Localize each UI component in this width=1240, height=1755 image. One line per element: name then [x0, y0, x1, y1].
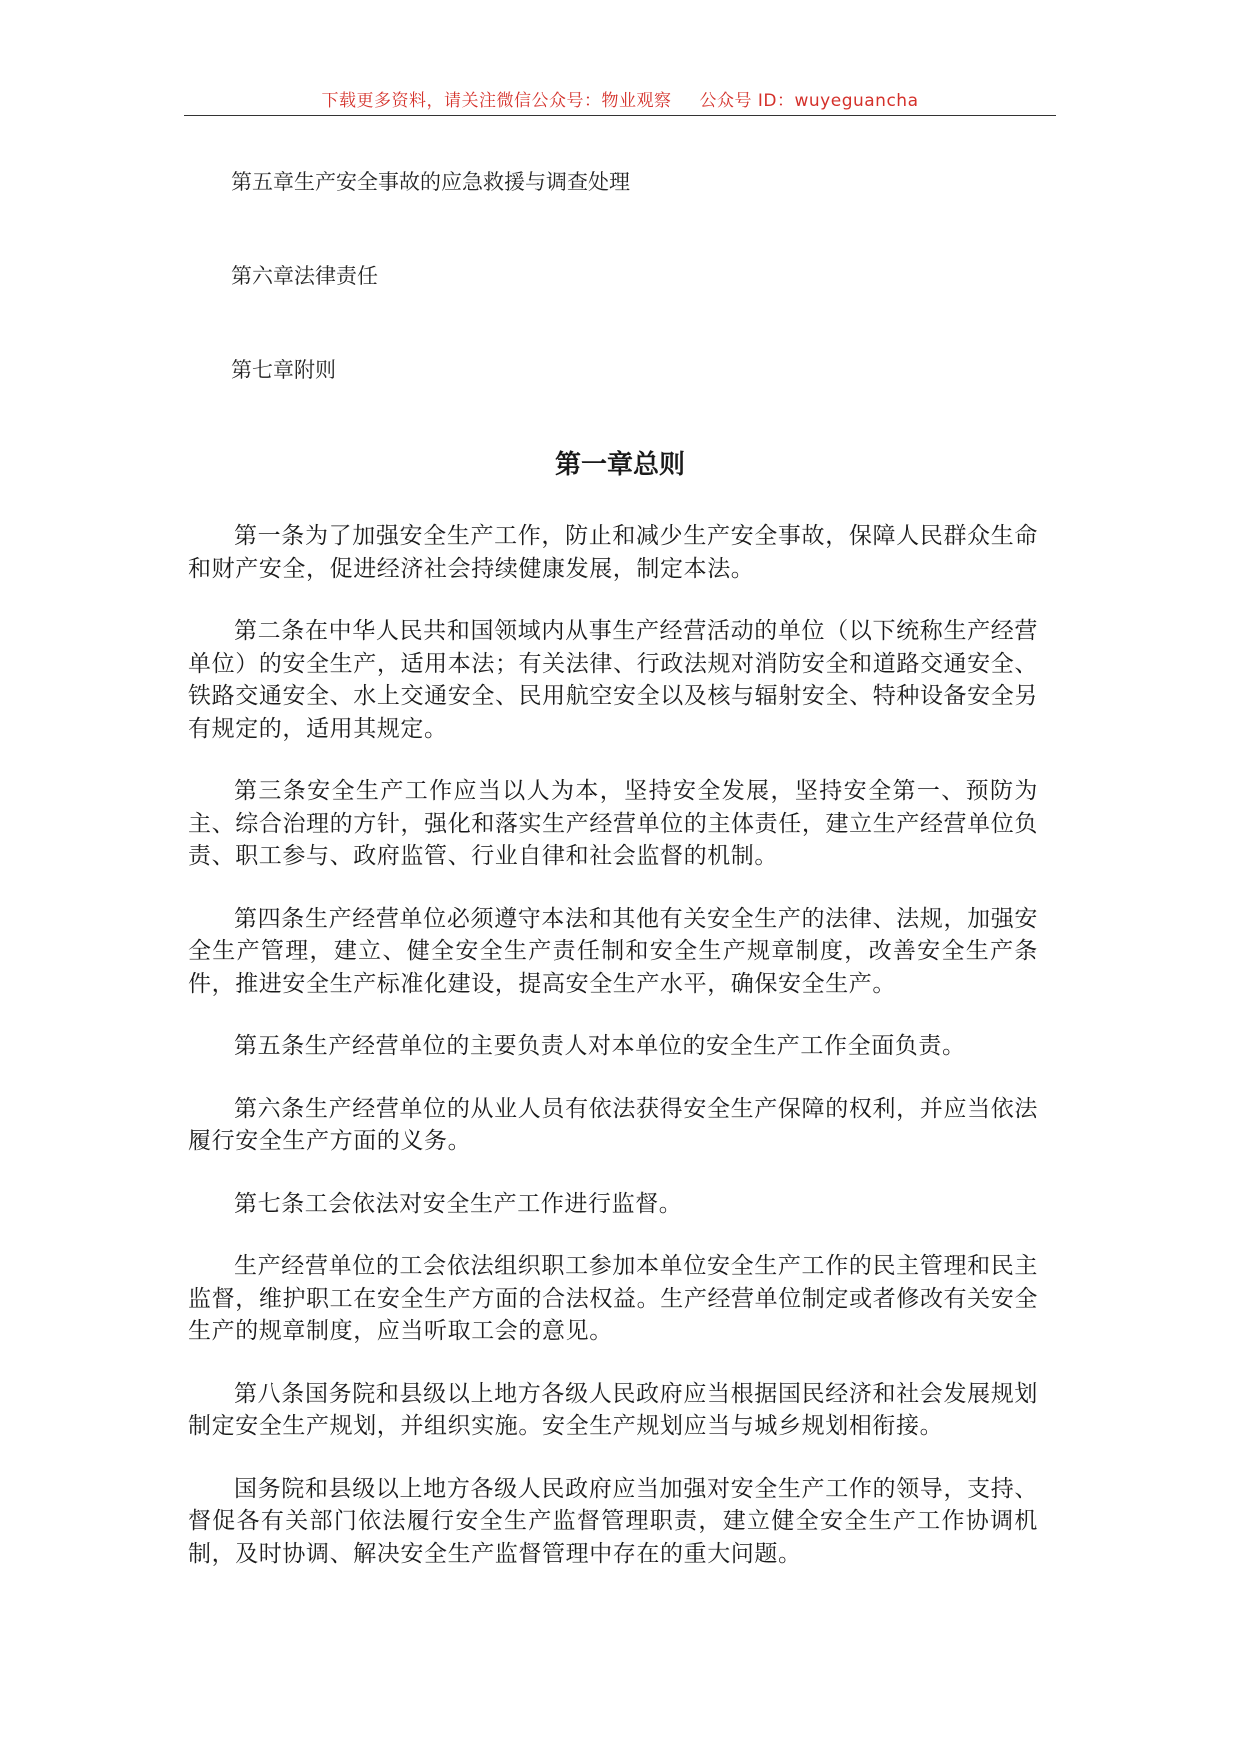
article-8-clause-2-paragraph: 国务院和县级以上地方各级人民政府应当加强对安全生产工作的领导，支持、督促各有关部门依法履行安全生产监督管理职责，建立健全安全生产工作协调机制，及时协调、解决安全生产监督管理中存在的重大问题。: [188, 1475, 1038, 1567]
toc-item-chapter-7: 第七章附则: [231, 358, 336, 382]
toc-item-chapter-5: 第五章生产安全事故的应急救援与调查处理: [231, 170, 630, 194]
header-divider: [184, 115, 1056, 116]
article-4-paragraph: 第四条生产经营单位必须遵守本法和其他有关安全生产的法律、法规，加强安全生产管理，建立、健全安全生产责任制和安全生产规章制度，改善安全生产条件，推进安全生产标准化建设，提高安全生产水平，确保安全生产。: [188, 905, 1038, 997]
article-7-clause-2-paragraph: 生产经营单位的工会依法组织职工参加本单位安全生产工作的民主管理和民主监督，维护职工在安全生产方面的合法权益。生产经营单位制定或者修改有关安全生产的规章制度，应当听取工会的意见。: [188, 1253, 1038, 1344]
article-8-paragraph: 第八条国务院和县级以上地方各级人民政府应当根据国民经济和社会发展规划制定安全生产规划，并组织实施。安全生产规划应当与城乡规划相衔接。: [188, 1380, 1038, 1439]
document-body: [188, 520, 1038, 1600]
header-promo-text: 下载更多资料，请关注微信公众号：物业观察: [321, 91, 672, 111]
chapter-title: 第一章总则: [554, 450, 685, 480]
toc-item-chapter-6: 第六章法律责任: [231, 264, 378, 288]
article-6-paragraph: 第六条生产经营单位的从业人员有依法获得安全生产保障的权利，并应当依法履行安全生产方面的义务。: [188, 1095, 1038, 1154]
article-1-paragraph: 第一条为了加强安全生产工作，防止和减少生产安全事故，保障人民群众生命和财产安全，促进经济社会持续健康发展，制定本法。: [188, 523, 1038, 582]
article-5-paragraph: 第五条生产经营单位的主要负责人对本单位的安全生产工作全面负责。: [234, 1033, 966, 1059]
article-3-paragraph: 第三条安全生产工作应当以人为本，坚持安全发展，坚持安全第一、预防为主、综合治理的方针，强化和落实生产经营单位的主体责任，建立生产经营单位负责、职工参与、政府监管、行业自律和社会监督的机制。: [188, 778, 1038, 869]
page-header: [184, 88, 1056, 116]
article-2-paragraph: 第二条在中华人民共和国领域内从事生产经营活动的单位（以下统称生产经营单位）的安全生产，适用本法；有关法律、行政法规对消防安全和道路交通安全、铁路交通安全、水上交通安全、民用航空安全以及核与辐射安全、特种设备安全另有规定的，适用其规定。: [188, 618, 1038, 742]
article-7-paragraph: 第七条工会依法对安全生产工作进行监督。: [234, 1190, 683, 1217]
header-account-id: 公众号 ID：wuyeguancha: [699, 91, 919, 111]
